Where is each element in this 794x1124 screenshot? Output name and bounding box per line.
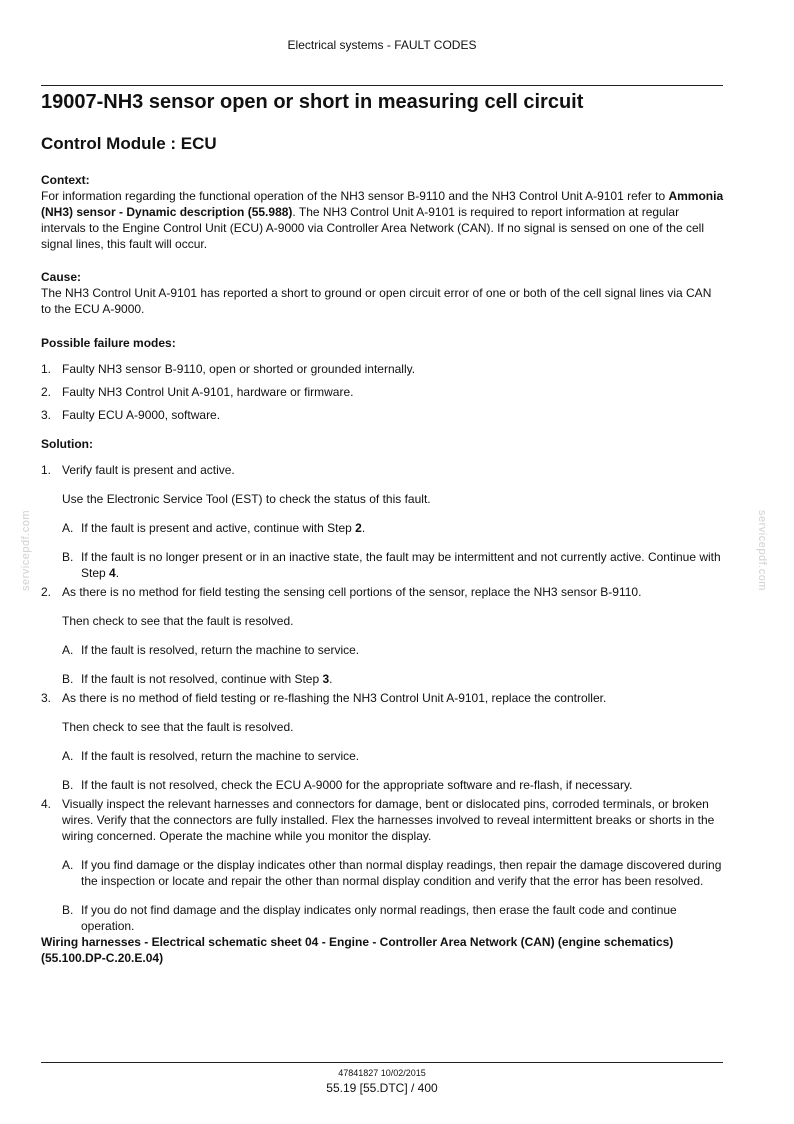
step-option: [41, 549, 724, 581]
solution-step: [41, 796, 724, 844]
watermark-right: servicepdf.com: [756, 510, 768, 591]
step-ref: 4: [109, 566, 116, 580]
cause-text: The NH3 Control Unit A-9101 has reported a short to ground or open circuit error of one or both of the cell signal lines via CAN to the ECU A-9000.: [41, 286, 712, 316]
context-text: [41, 188, 724, 252]
page-title: 19007-NH3 sensor open or short in measuring cell circuit: [41, 91, 584, 113]
list-text: Faulty NH3 sensor B-9110, open or shorted or grounded internally.: [62, 362, 416, 376]
step-option: [41, 857, 724, 889]
cause-section: [41, 269, 724, 317]
option-letter: B.: [62, 672, 74, 686]
step-option: [41, 902, 724, 934]
watermark-left: servicepdf.com: [20, 510, 32, 591]
step-ref: 3: [322, 672, 330, 686]
option-end: .: [361, 521, 366, 535]
option-text: If you find damage or the display indicates other than normal display readings, then repair the damage discovered during the inspection or locate and repair the other than normal display condition and verify that the error has been resolved.: [81, 858, 722, 888]
list-item: [41, 384, 724, 400]
cause-heading: Cause:: [41, 270, 82, 284]
list-text: Faulty ECU A-9000, software.: [62, 408, 221, 422]
step-note: Then check to see that the fault is resolved.: [62, 614, 294, 628]
option-text: If the fault is resolved, return the machine to service.: [81, 749, 360, 763]
header-rule: [41, 85, 723, 86]
step-number: 1.: [41, 463, 52, 477]
step-text: Verify fault is present and active.: [62, 463, 235, 477]
list-number: 2.: [41, 385, 52, 399]
option-text: If the fault is no longer present or in an inactive state, the fault may be intermittent and not currently active. Continue with Step: [81, 550, 721, 580]
option-letter: B.: [62, 550, 74, 564]
list-number: 1.: [41, 362, 52, 376]
list-item: [41, 361, 724, 377]
step-option: [41, 748, 724, 764]
running-header: Electrical systems - FAULT CODES: [287, 38, 477, 52]
step-number: 4.: [41, 797, 52, 811]
step-ref: 2: [355, 521, 362, 535]
step-note: Use the Electronic Service Tool (EST) to check the status of this fault.: [62, 492, 431, 506]
option-text: If the fault is present and active, continue with Step: [81, 521, 356, 535]
option-letter: B.: [62, 903, 74, 917]
solution-section: [41, 436, 724, 966]
option-letter: A.: [62, 521, 74, 535]
context-section: [41, 172, 724, 252]
solution-heading: Solution:: [41, 437, 93, 451]
option-letter: A.: [62, 749, 74, 763]
control-module-heading: Control Module : ECU: [41, 134, 217, 153]
list-number: 3.: [41, 408, 52, 422]
option-end: .: [115, 566, 120, 580]
step-option: [41, 642, 724, 658]
step-number: 3.: [41, 691, 52, 705]
option-letter: A.: [62, 858, 74, 872]
solution-step: [41, 690, 724, 706]
option-text: If you do not find damage and the display indicates only normal readings, then erase the fault code and continue operation.: [81, 903, 677, 933]
step-option: [41, 520, 724, 536]
context-heading: Context:: [41, 173, 90, 187]
footer-page-number: 55.19 [55.DTC] / 400: [326, 1081, 438, 1095]
context-link[interactable]: Ammonia (NH3) sensor - Dynamic description (55.988): [41, 189, 724, 219]
step-text: As there is no method of field testing or re-flashing the NH3 Control Unit A-9101, replace the controller.: [62, 691, 607, 705]
solution-step: [41, 584, 724, 600]
solution-step: [41, 462, 724, 478]
failure-modes-heading: Possible failure modes:: [41, 336, 176, 350]
list-text: Faulty NH3 Control Unit A-9101, hardware or firmware.: [62, 385, 354, 399]
option-text: If the fault is resolved, return the machine to service.: [81, 643, 360, 657]
context-text-part: . The NH3 Control Unit A-9101 is required to report information at regular intervals to the Engine Control Unit (ECU) A-9000 via Controller Area Network (CAN). If no signal is sensed on one of the cell signal lines, this fault will occur.: [41, 205, 704, 251]
option-letter: A.: [62, 643, 74, 657]
step-note: Then check to see that the fault is resolved.: [62, 720, 294, 734]
footer-rule: [41, 1062, 723, 1063]
option-text: If the fault is not resolved, check the ECU A-9000 for the appropriate software and re-flash, if necessary.: [81, 778, 633, 792]
option-end: .: [329, 672, 333, 686]
document-body: [41, 89, 724, 966]
step-text: As there is no method for field testing the sensing cell portions of the sensor, replace the NH3 sensor B-9110.: [62, 585, 642, 599]
list-item: [41, 407, 724, 423]
step-text: Visually inspect the relevant harnesses and connectors for damage, bent or dislocated pins, corroded terminals, or broken wires. Verify that the connectors are fully installed. Flex the harnesses involved to reveal intermittent breaks or shorts in the wiring concerned. Operate the machine while you monitor the display.: [62, 797, 715, 843]
footer-doc-code: 47841827 10/02/2015: [338, 1068, 426, 1078]
step-number: 2.: [41, 585, 52, 599]
step-option: [41, 777, 724, 793]
step-option: [41, 671, 724, 687]
option-letter: B.: [62, 778, 74, 792]
failure-modes-section: [41, 335, 724, 423]
option-text: If the fault is not resolved, continue with Step: [81, 672, 323, 686]
wiring-reference-link[interactable]: Wiring harnesses - Electrical schematic sheet 04 - Engine - Controller Area Network (CAN) (engine schematics) (55.100.DP-C.20.E.04): [41, 935, 674, 965]
context-text-part: For information regarding the functional operation of the NH3 sensor B-9110 and the NH3 Control Unit A-9101 refer to: [41, 189, 669, 203]
